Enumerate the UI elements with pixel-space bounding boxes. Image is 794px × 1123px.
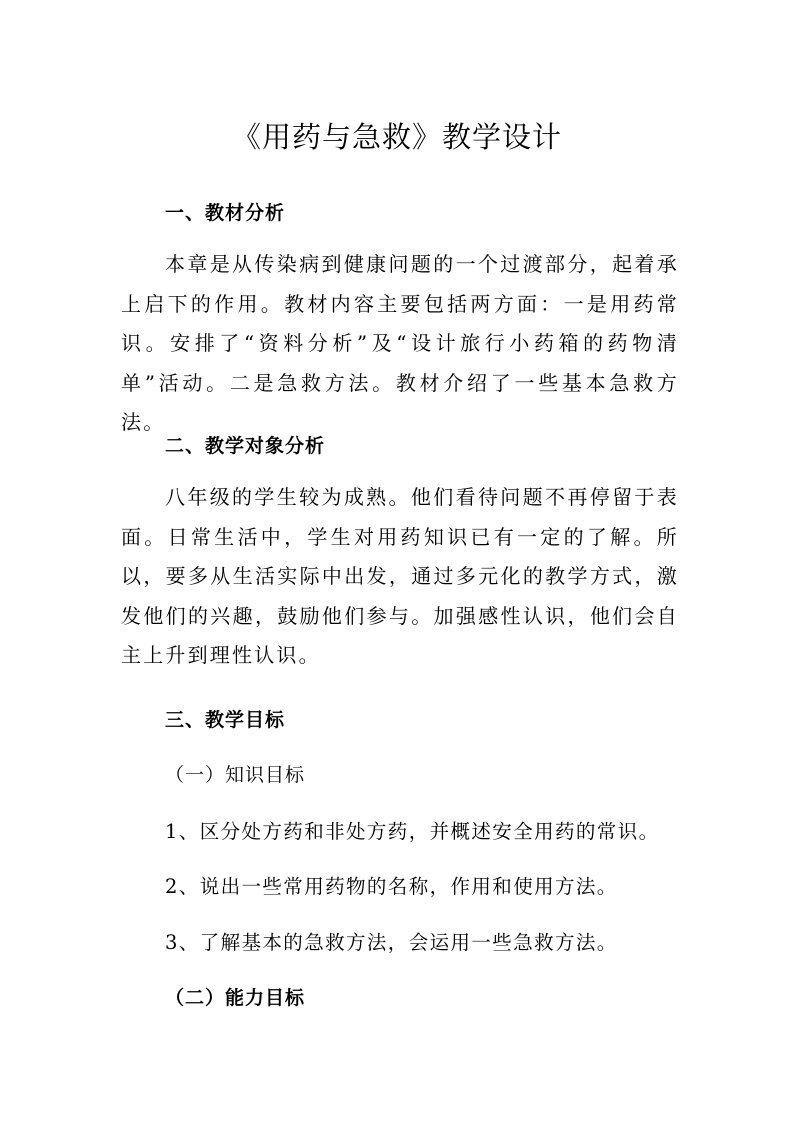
- subheading-knowledge-goals: （一）知识目标: [165, 764, 306, 786]
- goal-item-2: 2、说出一些常用药物的名称，作用和使用方法。: [165, 875, 618, 898]
- section-heading-student-analysis: 二、教学对象分析: [165, 435, 326, 457]
- section-heading-teaching-goals: 三、教学目标: [165, 709, 286, 731]
- goal-item-3: 3、了解基本的急救方法，会运用一些急救方法。: [165, 931, 618, 954]
- section-paragraph-material-analysis: 本章是从传染病到健康问题的一个过渡部分，起着承上启下的作用。教材内容主要包括两方面：一是用药常识。安排了“资料分析”及“设计旅行小药箱的药物清单”活动。二是急救方法。教材介绍了一些基本急救方法。: [121, 252, 679, 434]
- section-paragraph-student-analysis: 八年级的学生较为成熟。他们看待问题不再停留于表面。日常生活中，学生对用药知识已有一定的了解。所以，要多从生活实际中出发，通过多元化的教学方式，激发他们的兴趣，鼓励他们参与。加强感性认识，他们会自主上升到理性认识。: [121, 485, 679, 667]
- document-title: 《用药与急救》教学设计: [231, 120, 562, 155]
- goal-item-1: 1、区分处方药和非处方药，并概述安全用药的常识。: [165, 820, 660, 843]
- section-heading-material-analysis: 一、教材分析: [165, 202, 286, 224]
- subheading-ability-goals: （二）能力目标: [165, 987, 306, 1009]
